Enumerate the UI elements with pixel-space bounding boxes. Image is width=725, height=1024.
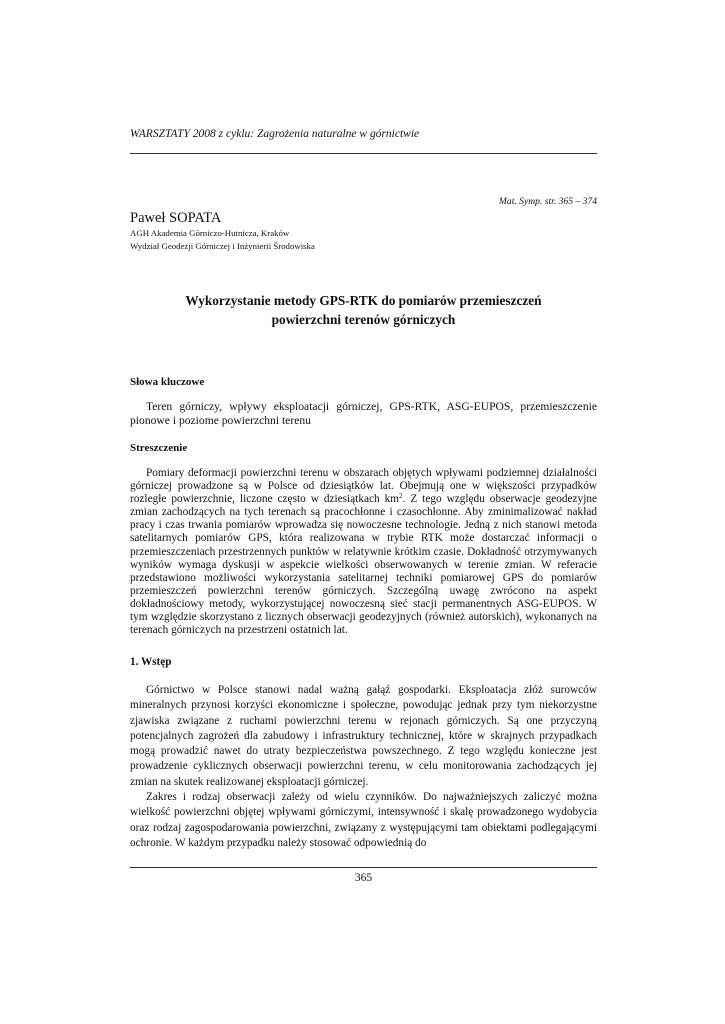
keywords-heading: Słowa kluczowe — [130, 376, 205, 388]
introduction-body — [130, 683, 597, 851]
author-name: Paweł SOPATA — [130, 210, 222, 226]
page-number: 365 — [354, 872, 373, 884]
affiliation-faculty: Wydział Geodezji Górniczej i Inżynierii Środowiska — [130, 241, 315, 251]
keywords-text: Teren górniczy, wpływy eksploatacji górniczej, GPS-RTK, ASG-EUPOS, przemieszczenie pionowe i poziome powierzchni terenu — [130, 400, 597, 427]
abstract-heading: Streszczenie — [130, 442, 188, 454]
introduction-heading: 1. Wstęp — [130, 656, 172, 668]
introduction-paragraph-2: Zakres i rodzaj obserwacji zależy od wielu czynników. Do najważniejszych zaliczyć można wielkość powierzchni objętej wpływami górniczymi, intensywność i skalę prowadzonego wydobycia oraz rodzaj zagospodarowania powierzchni, związany z występującymi tam obiektami podlegającymi ochronie. W każdym przypadku należy stosować odpowiednią do — [130, 791, 597, 849]
header-rule — [130, 153, 597, 154]
affiliation-university: AGH Akademia Górniczo-Hutnicza, Kraków — [130, 228, 290, 238]
title-line-1: Wykorzystanie metody GPS-RTK do pomiarów przemieszczeń — [185, 293, 542, 308]
introduction-paragraph-1: Górnictwo w Polsce stanowi nadal ważną gałąź gospodarki. Eksploatacja złóż surowców mineralnych przynosi korzyści ekonomiczne i społeczne, powodując jednak przy tym niekorzystne zjawiska związane z ruchami powierzchni terenu w rejonach górniczych. Są one przyczyną potencjalnych zagrożeń dla zabudowy i infrastruktury technicznej, które w skrajnych przypadkach mogą prowadzić nawet do utraty bezpieczeństwa powszechnego. Z tego względu konieczne jest prowadzenie cyklicznych obserwacji powierzchni terenu, w celu monitorowania zachodzących jej zmian na skutek realizowanej eksploatacji górniczej. — [130, 684, 597, 788]
citation: Mat. Symp. str. 365 – 374 — [498, 196, 597, 207]
abstract-text — [130, 467, 597, 637]
paper-title — [130, 291, 597, 329]
superscript: 2 — [399, 492, 403, 501]
footer-rule — [130, 867, 597, 868]
title-line-2: powierzchni terenów górniczych — [271, 312, 456, 327]
abstract-part-2: . Z tego względu obserwacje geodezyjne zmian zachodzących na tych terenach są pracochłonne i czasochłonne. Aby zminimalizować nakład pracy i czas trwania pomiarów wprowadza się nowoczesne technologie. Jedną z nich stanowi metoda satelitarnych pomiarów GPS, która realizowana w trybie RTK może dostarczać informacji o przemieszczeniach przestrzennych punktów w relatywnie krótkim czasie. Dokładność otrzymywanych wyników wymaga dyskusji w aspekcie wielkości obserwowanych w terenie zmian. W referacie przedstawiono możliwości wykorzystania satelitarnej techniki pomiarowej GPS do pomiarów przemieszczeń powierzchni terenów górniczych. Szczególną uwagę zwrócono na aspekt dokładnościowy metody, wykorzystującej nowoczesną sieć stacji permanentnych ASG-EUPOS. W tym względzie skorzystano z licznych obserwacji geodezyjnych (również autorskich), wykonanych na terenach górniczych na przestrzeni ostatnich lat. — [130, 493, 598, 637]
running-header: WARSZTATY 2008 z cyklu: Zagrożenia naturalne w górnictwie — [130, 128, 420, 140]
abstract-part-1: Pomiary deformacji powierzchni terenu w obszarach objętych wpływami podziemnej działalności górniczej prowadzone są w Polsce od dziesiątków lat. Obejmują one w większości przypadków rozległe powierzchnie, liczone często w dziesiątkach km — [130, 467, 597, 506]
